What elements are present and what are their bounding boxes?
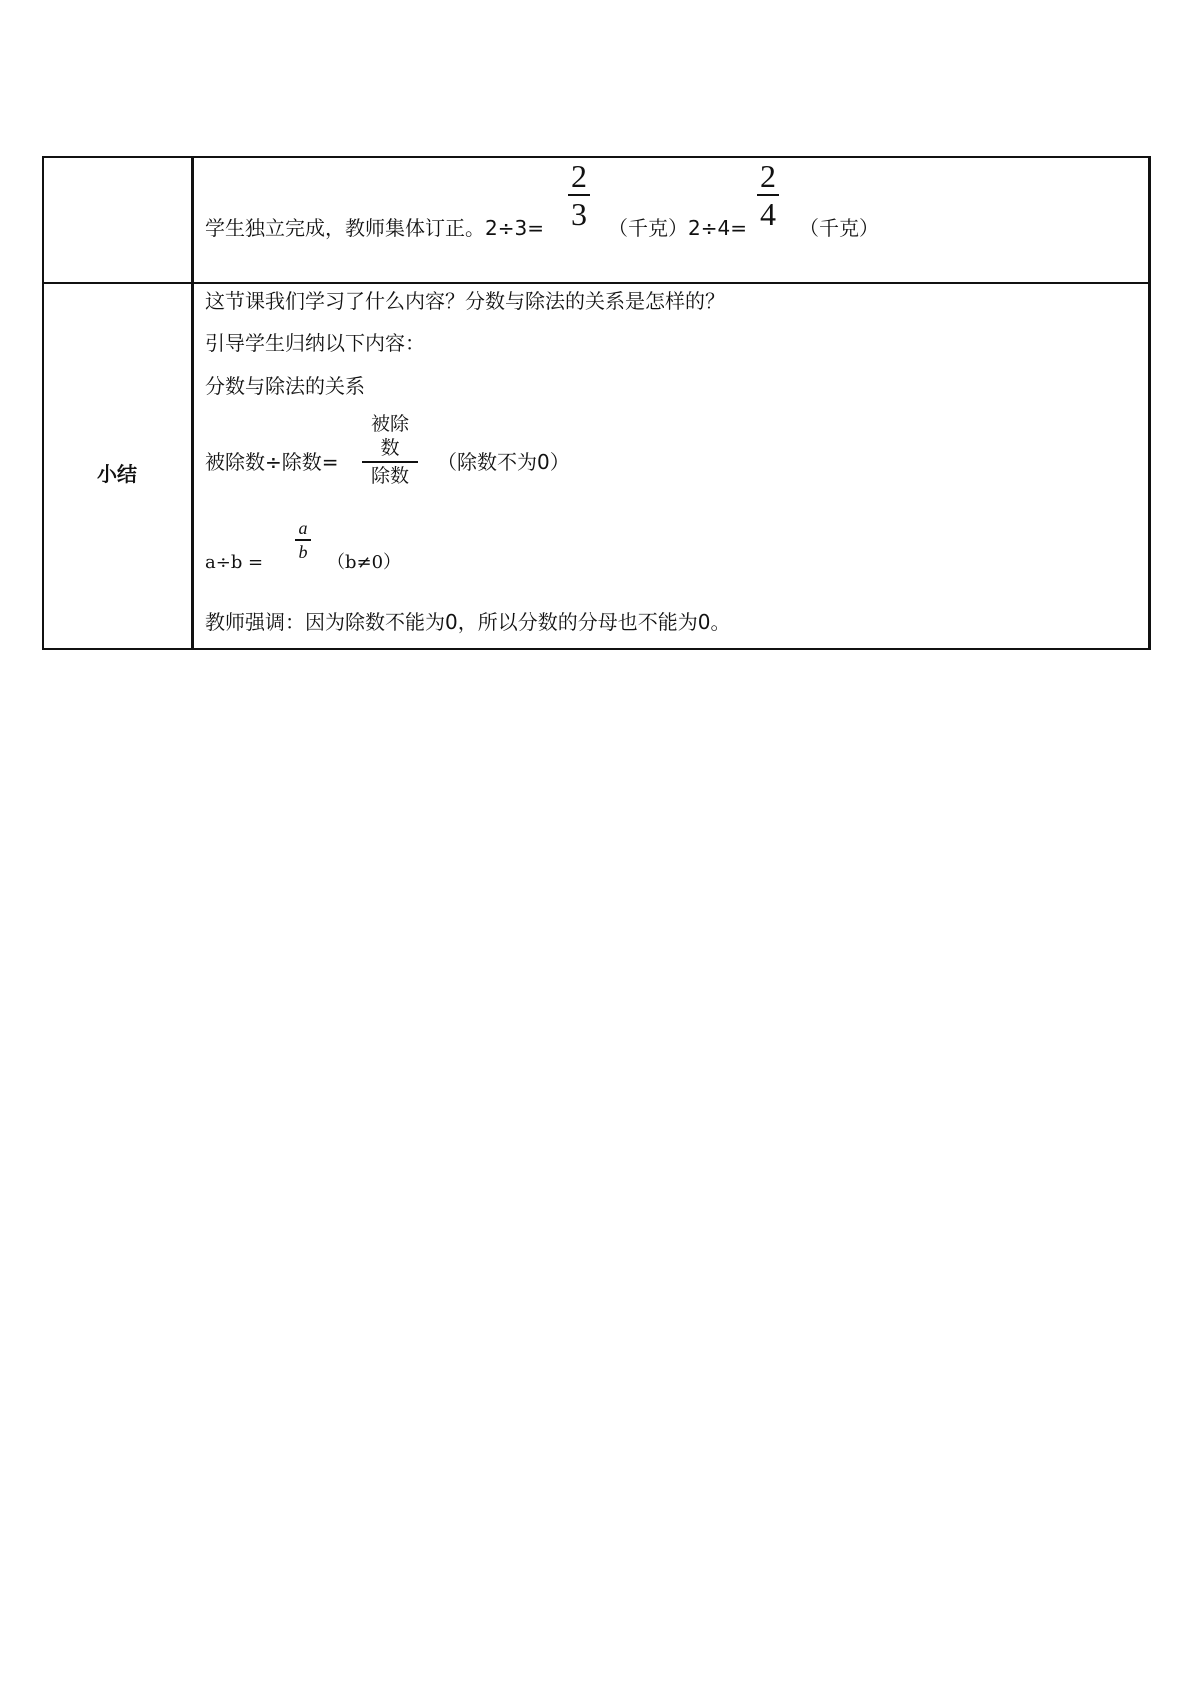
table-border-top — [42, 156, 1151, 158]
row1-fraction-2-3 — [568, 160, 590, 230]
fraction-numerator: 2 — [760, 158, 776, 194]
table-border-bottom — [42, 648, 1151, 650]
summary-label: 小结 — [97, 462, 137, 486]
table-border-left — [42, 156, 44, 650]
fraction-denominator: 除数 — [370, 464, 409, 487]
formula1-left: 被除数÷除数= — [205, 450, 339, 474]
fraction-bar — [295, 539, 311, 541]
summary-line-2: 引导学生归纳以下内容： — [205, 331, 425, 355]
formula1-fraction — [362, 412, 418, 488]
row1-text: 学生独立完成，教师集体订正。2÷3= — [205, 216, 544, 240]
formula2-note: （b≠0） — [327, 552, 402, 573]
row1-unit1: （千克）2÷4= — [608, 216, 747, 240]
lesson-table — [42, 156, 1151, 650]
formula2-left: a÷b = — [205, 552, 264, 573]
row1-fraction-2-4 — [757, 160, 779, 230]
summary-line-3: 分数与除法的关系 — [205, 374, 365, 398]
fraction-numerator: 2 — [571, 158, 587, 194]
formula1-note: （除数不为0） — [437, 450, 570, 474]
summary-line-1: 这节课我们学习了什么内容？分数与除法的关系是怎样的？ — [205, 289, 725, 313]
table-row-separator — [42, 282, 1151, 284]
summary-line-4: 教师强调：因为除数不能为0，所以分数的分母也不能为0。 — [205, 610, 731, 634]
fraction-bar — [362, 461, 418, 463]
table-border-right — [1148, 156, 1151, 650]
fraction-denominator: b — [298, 541, 308, 562]
fraction-denominator: 4 — [760, 195, 776, 232]
table-border-divider — [191, 156, 194, 650]
fraction-denominator: 3 — [571, 195, 587, 232]
fraction-numerator: 被除数 — [370, 413, 409, 459]
row1-unit2: （千克） — [799, 216, 879, 240]
fraction-numerator: a — [298, 518, 308, 538]
formula2-fraction — [295, 518, 311, 562]
